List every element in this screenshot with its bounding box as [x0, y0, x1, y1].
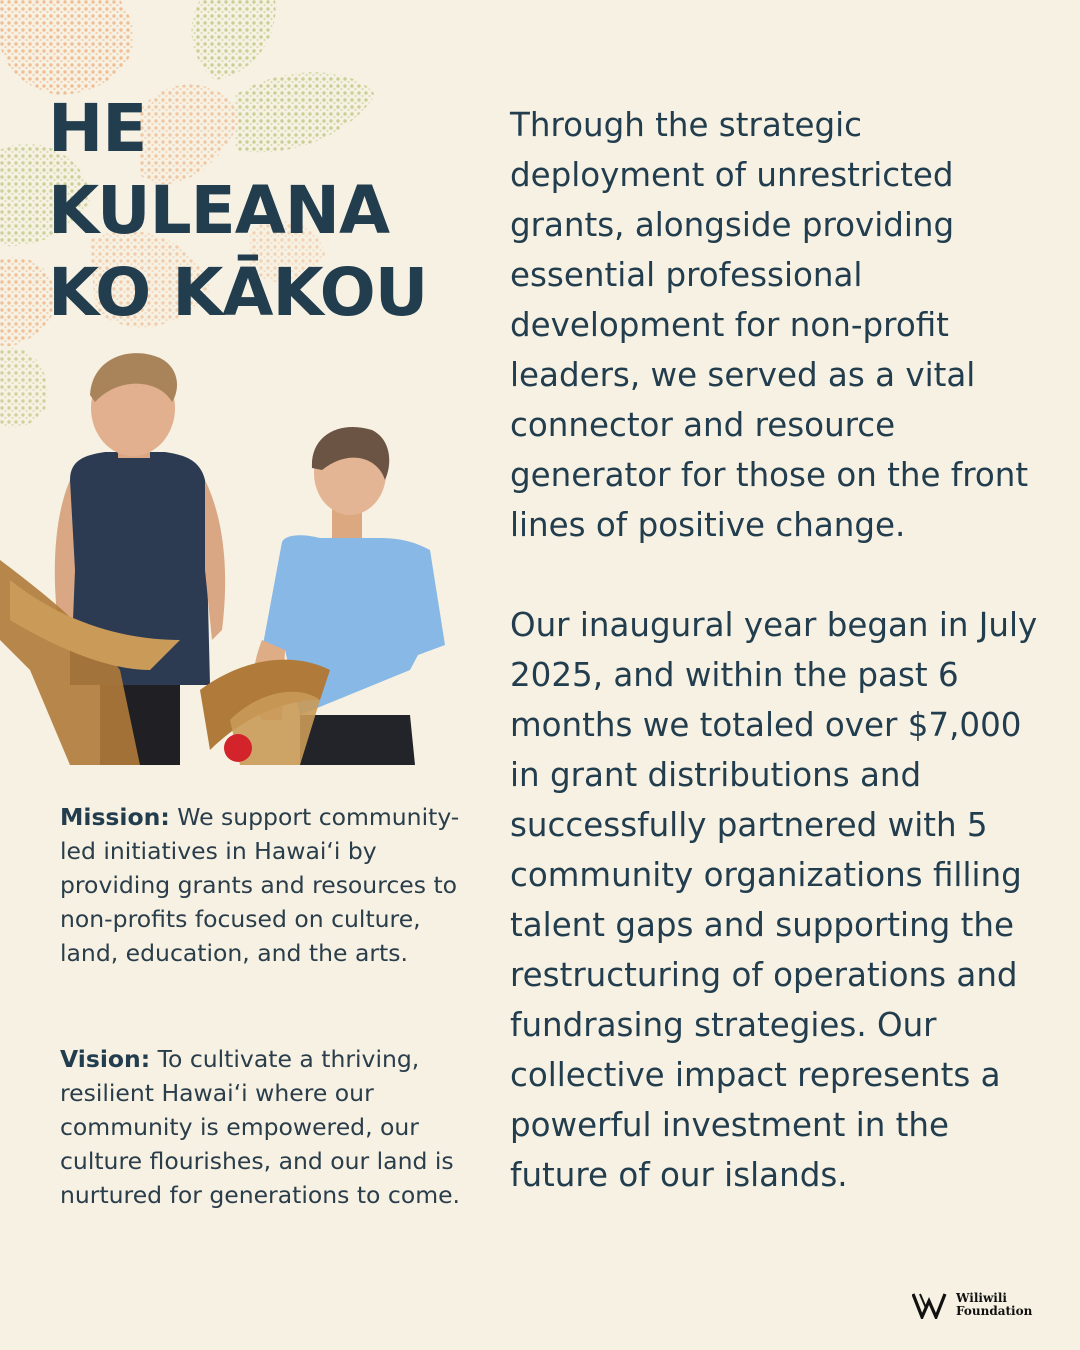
mission-label: Mission:: [60, 803, 170, 831]
vision-statement: [60, 1042, 470, 1212]
title-line-3: KO KĀKOU: [48, 254, 428, 331]
body-paragraph-1: Through the strategic deployment of unrestricted grants, alongside providing essential professional development for non-profit leaders, we served as a vital connector and resource generator for those on the front lines of positive change.: [510, 106, 1029, 544]
foundation-logo: [912, 1288, 1032, 1322]
logo-line-1: Wiliwili: [956, 1291, 1007, 1305]
mission-statement: [60, 800, 470, 970]
logo-wordmark: [956, 1292, 1032, 1318]
page-title: [48, 88, 427, 334]
title-line-1: HE: [48, 90, 147, 167]
children-photo: [0, 340, 450, 765]
vision-label: Vision:: [60, 1045, 151, 1073]
logo-line-2: Foundation: [956, 1304, 1033, 1318]
vision-text: To cultivate a thriving, resilient Hawai‘i where our community is empowered, our culture flourishes, and our land is nurtured for generations to come.: [60, 1045, 461, 1209]
mission-text: We support community-led initiatives in Hawai‘i by providing grants and resources to non-profits focused on culture, land, education, and the arts.: [60, 803, 460, 967]
title-line-2: KULEANA: [48, 172, 390, 249]
wiliwili-w-logo-icon: [912, 1291, 952, 1319]
body-paragraph-2: Our inaugural year began in July 2025, and within the past 6 months we totaled over $7,000 in grant distributions and successfully partnered with 5 community organizations filling talent gaps and supporting the restructuring of operations and fundrasing strategies. Our collective impact represents a powerful investment in the future of our islands.: [510, 606, 1038, 1194]
